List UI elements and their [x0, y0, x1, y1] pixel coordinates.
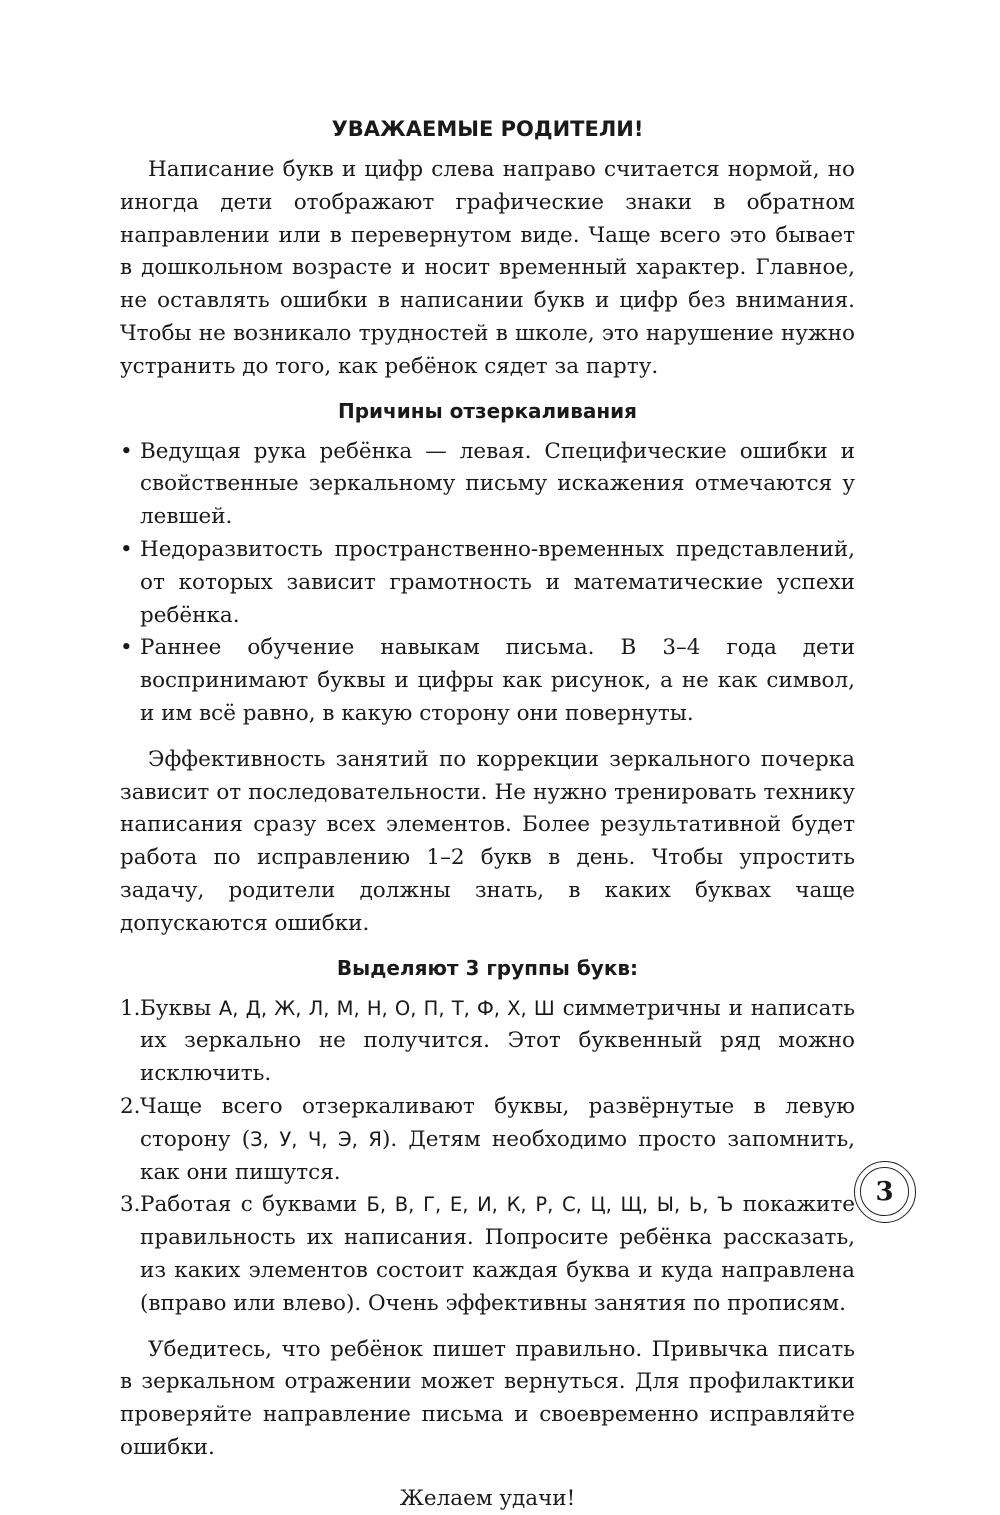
group-number: 3.	[120, 1192, 141, 1218]
effectiveness-paragraph: Эффективность занятий по коррекции зеркального почерка зависит от последовательности. Не нужно тренировать технику написания сразу всех элементов. Более результативной будет работа по исправлению 1–2 букв в день. Чтобы упростить задачу, родители должны знать, в каких буквах чаще допускаются ошибки.	[120, 746, 855, 936]
conclusion-paragraph: Убедитесь, что ребёнок пишет правильно. Привычка писать в зеркальном отражении может вернуться. Для профилактики проверяйте направление письма и своевременно исправляйте ошибки.	[120, 1336, 855, 1460]
group-item	[120, 1091, 855, 1189]
group-text-before: Буквы	[140, 995, 219, 1021]
group-letters: З, У, Ч, Э, Я	[250, 1127, 382, 1151]
intro-paragraph: Написание букв и цифр слева направо считается нормой, но иногда дети отображают графические знаки в обратном направлении или в перевернутом виде. Чаще всего это бывает в дошкольном возрасте и носит временный характер. Главное, не оставлять ошибки в написании букв и цифр без внимания. Чтобы не возникало трудностей в школе, это нарушение нужно устранить до того, как ребёнок сядет за парту.	[120, 157, 855, 379]
bullet-icon: •	[120, 635, 133, 661]
group-letters: Б, В, Г, Е, И, К, Р, С, Ц, Щ, Ы, Ь, Ъ	[366, 1193, 734, 1217]
page-content	[120, 112, 855, 1515]
group-text-after: симметричны и написать их зеркально не получится. Этот буквенный ряд можно исключить.	[140, 995, 855, 1087]
groups-heading: Выделяют 3 группы букв:	[336, 955, 639, 980]
reasons-list	[120, 436, 855, 731]
page-number: 3	[860, 1167, 909, 1216]
reason-text: Раннее обучение навыкам письма. В 3–4 года дети воспринимают буквы и цифры как рисунок, а не как символ, и им всё равно, в какую сторону они повернуты.	[140, 635, 855, 726]
reason-item	[120, 436, 855, 534]
page-title: УВАЖАЕМЫЕ РОДИТЕЛИ!	[331, 117, 644, 141]
page-number-badge	[854, 1161, 916, 1223]
reason-item	[120, 534, 855, 632]
reasons-heading: Причины отзеркаливания	[337, 398, 638, 423]
bullet-icon: •	[120, 438, 133, 464]
group-text-after: покажите правильность их написания. Попросите ребёнка рассказать, из каких элементов состоит каждая буква и куда направлена (вправо или влево). Очень эффективны занятия по прописям.	[140, 1192, 856, 1316]
group-item	[120, 1189, 855, 1320]
reason-text: Ведущая рука ребёнка — левая. Специфические ошибки и свойственные зеркальному письму искажения отмечаются у левшей.	[140, 438, 855, 530]
group-item	[120, 993, 855, 1091]
group-number: 2.	[120, 1093, 141, 1119]
group-text-before: Чаще всего отзеркаливают буквы, развёрнутые в левую сторону (	[140, 1093, 855, 1152]
closing-wish: Желаем удачи!	[399, 1485, 576, 1511]
group-letters: А, Д, Ж, Л, М, Н, О, П, Т, Ф, Х, Ш	[218, 996, 555, 1020]
group-text-after: ). Детям необходимо просто запомнить, как они пишутся.	[140, 1126, 855, 1185]
reason-item	[120, 632, 855, 730]
bullet-icon: •	[120, 536, 133, 562]
reason-text: Недоразвитость пространственно-временных представлений, от которых зависит грамотность и математические успехи ребёнка.	[140, 536, 855, 628]
group-number: 1.	[120, 995, 141, 1021]
group-text-before: Работая с буквами	[140, 1192, 367, 1218]
groups-list	[120, 993, 855, 1321]
